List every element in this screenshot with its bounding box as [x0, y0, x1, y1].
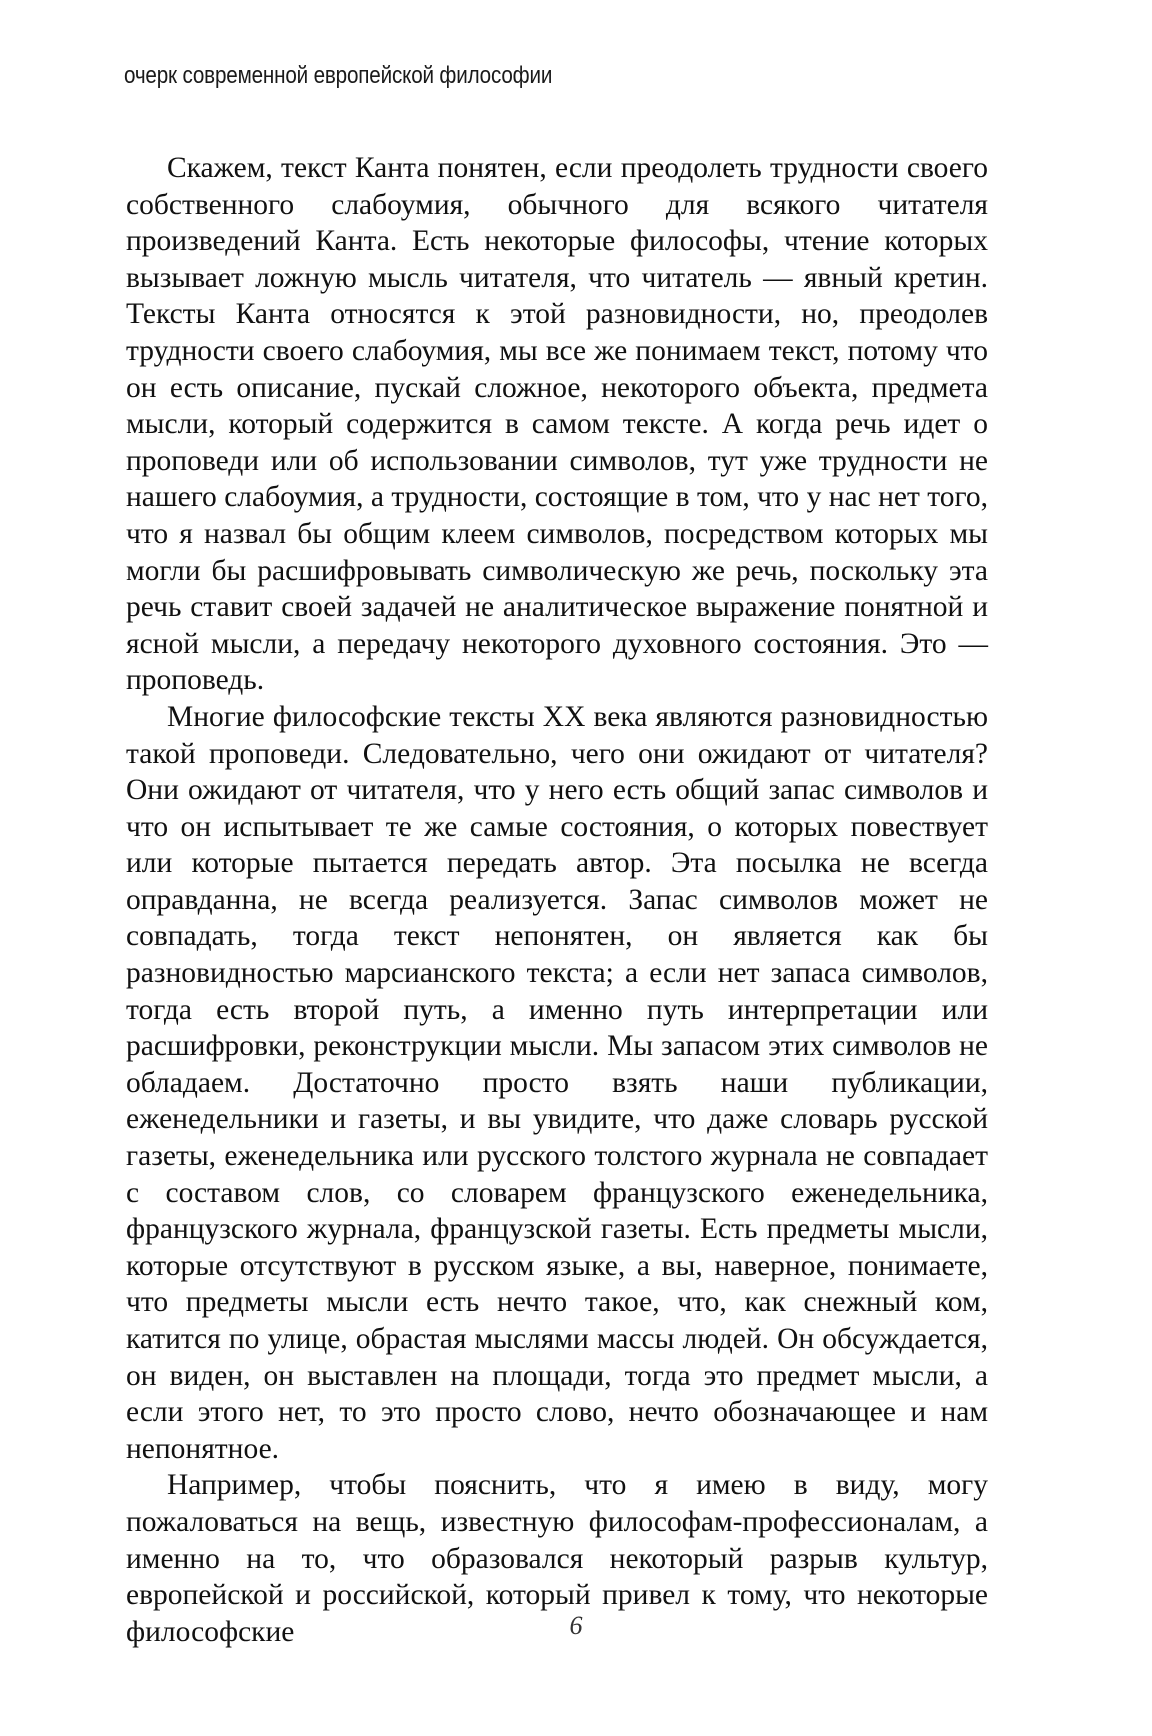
paragraph-2: Многие философские тексты XX века являются разновидностью такой проповеди. Следовательно, чего они ожидают от читателя? Они ожидают от читателя, что у него есть общий запас символов и что он испытывает те же самые состояния, о которых повествует или которые пытается передать автор. Эта посылка не всегда оправданна, не всегда реализуется. Запас символов может не совпадать, тогда текст непонятен, он является как бы разновидностью марсианского текста; а если нет запаса символов, тогда есть второй путь, а именно путь интерпретации или расшифровки, реконструкции мысли. Мы запасом этих символов не обладаем. Достаточно просто взять наши публикации, еженедельники и газеты, и вы увидите, что даже словарь русской газеты, еженедельника или русского толстого журнала не совпадает с составом слов, со словарем французского еженедельника, французского журнала, французской газеты. Есть предметы мысли, которые отсутствуют в русском языке, а вы, наверное, понимаете, что предметы мысли есть нечто такое, что, как снежный ком, катится по улице, обрастая мыслями массы людей. Он обсуждается, он виден, он выставлен на площади, тогда это предмет мысли, а если этого нет, то это просто слово, нечто обозначающее и нам непонятное.: [126, 700, 988, 1465]
paragraph-1: Скажем, текст Канта понятен, если преодолеть трудности своего собственного слабоумия, обычного для всякого читателя произведений Канта. Есть некоторые философы, чтение которых вызывает ложную мысль читателя, что читатель — явный кретин. Тексты Канта относятся к этой разновидности, но, преодолев трудности своего слабоумия, мы все же понимаем текст, потому что он есть описание, пускай сложное, некоторого объекта, предмета мысли, который содержится в самом тексте. А когда речь идет о проповеди или об использовании символов, тут уже трудности не нашего слабоумия, а трудности, состоящие в том, что у нас нет того, что я назвал бы общим клеем символов, посредством которых мы могли бы расшифровывать символическую же речь, поскольку эта речь ставит своей задачей не аналитическое выражение понятной и ясной мысли, а передачу некоторого духовного состояния. Это — проповедь.: [126, 152, 988, 697]
paragraph-3: Например, чтобы пояснить, что я имею в виду, могу пожаловаться на вещь, известную философам-профессионалам, а именно на то, что образовался некоторый разрыв культур, европейской и российской, который привел к тому, что некоторые философские: [126, 1469, 988, 1648]
running-header: очерк современной европейской философии: [124, 62, 553, 89]
page-number: 6: [569, 1611, 583, 1640]
body-text: [126, 150, 988, 1650]
